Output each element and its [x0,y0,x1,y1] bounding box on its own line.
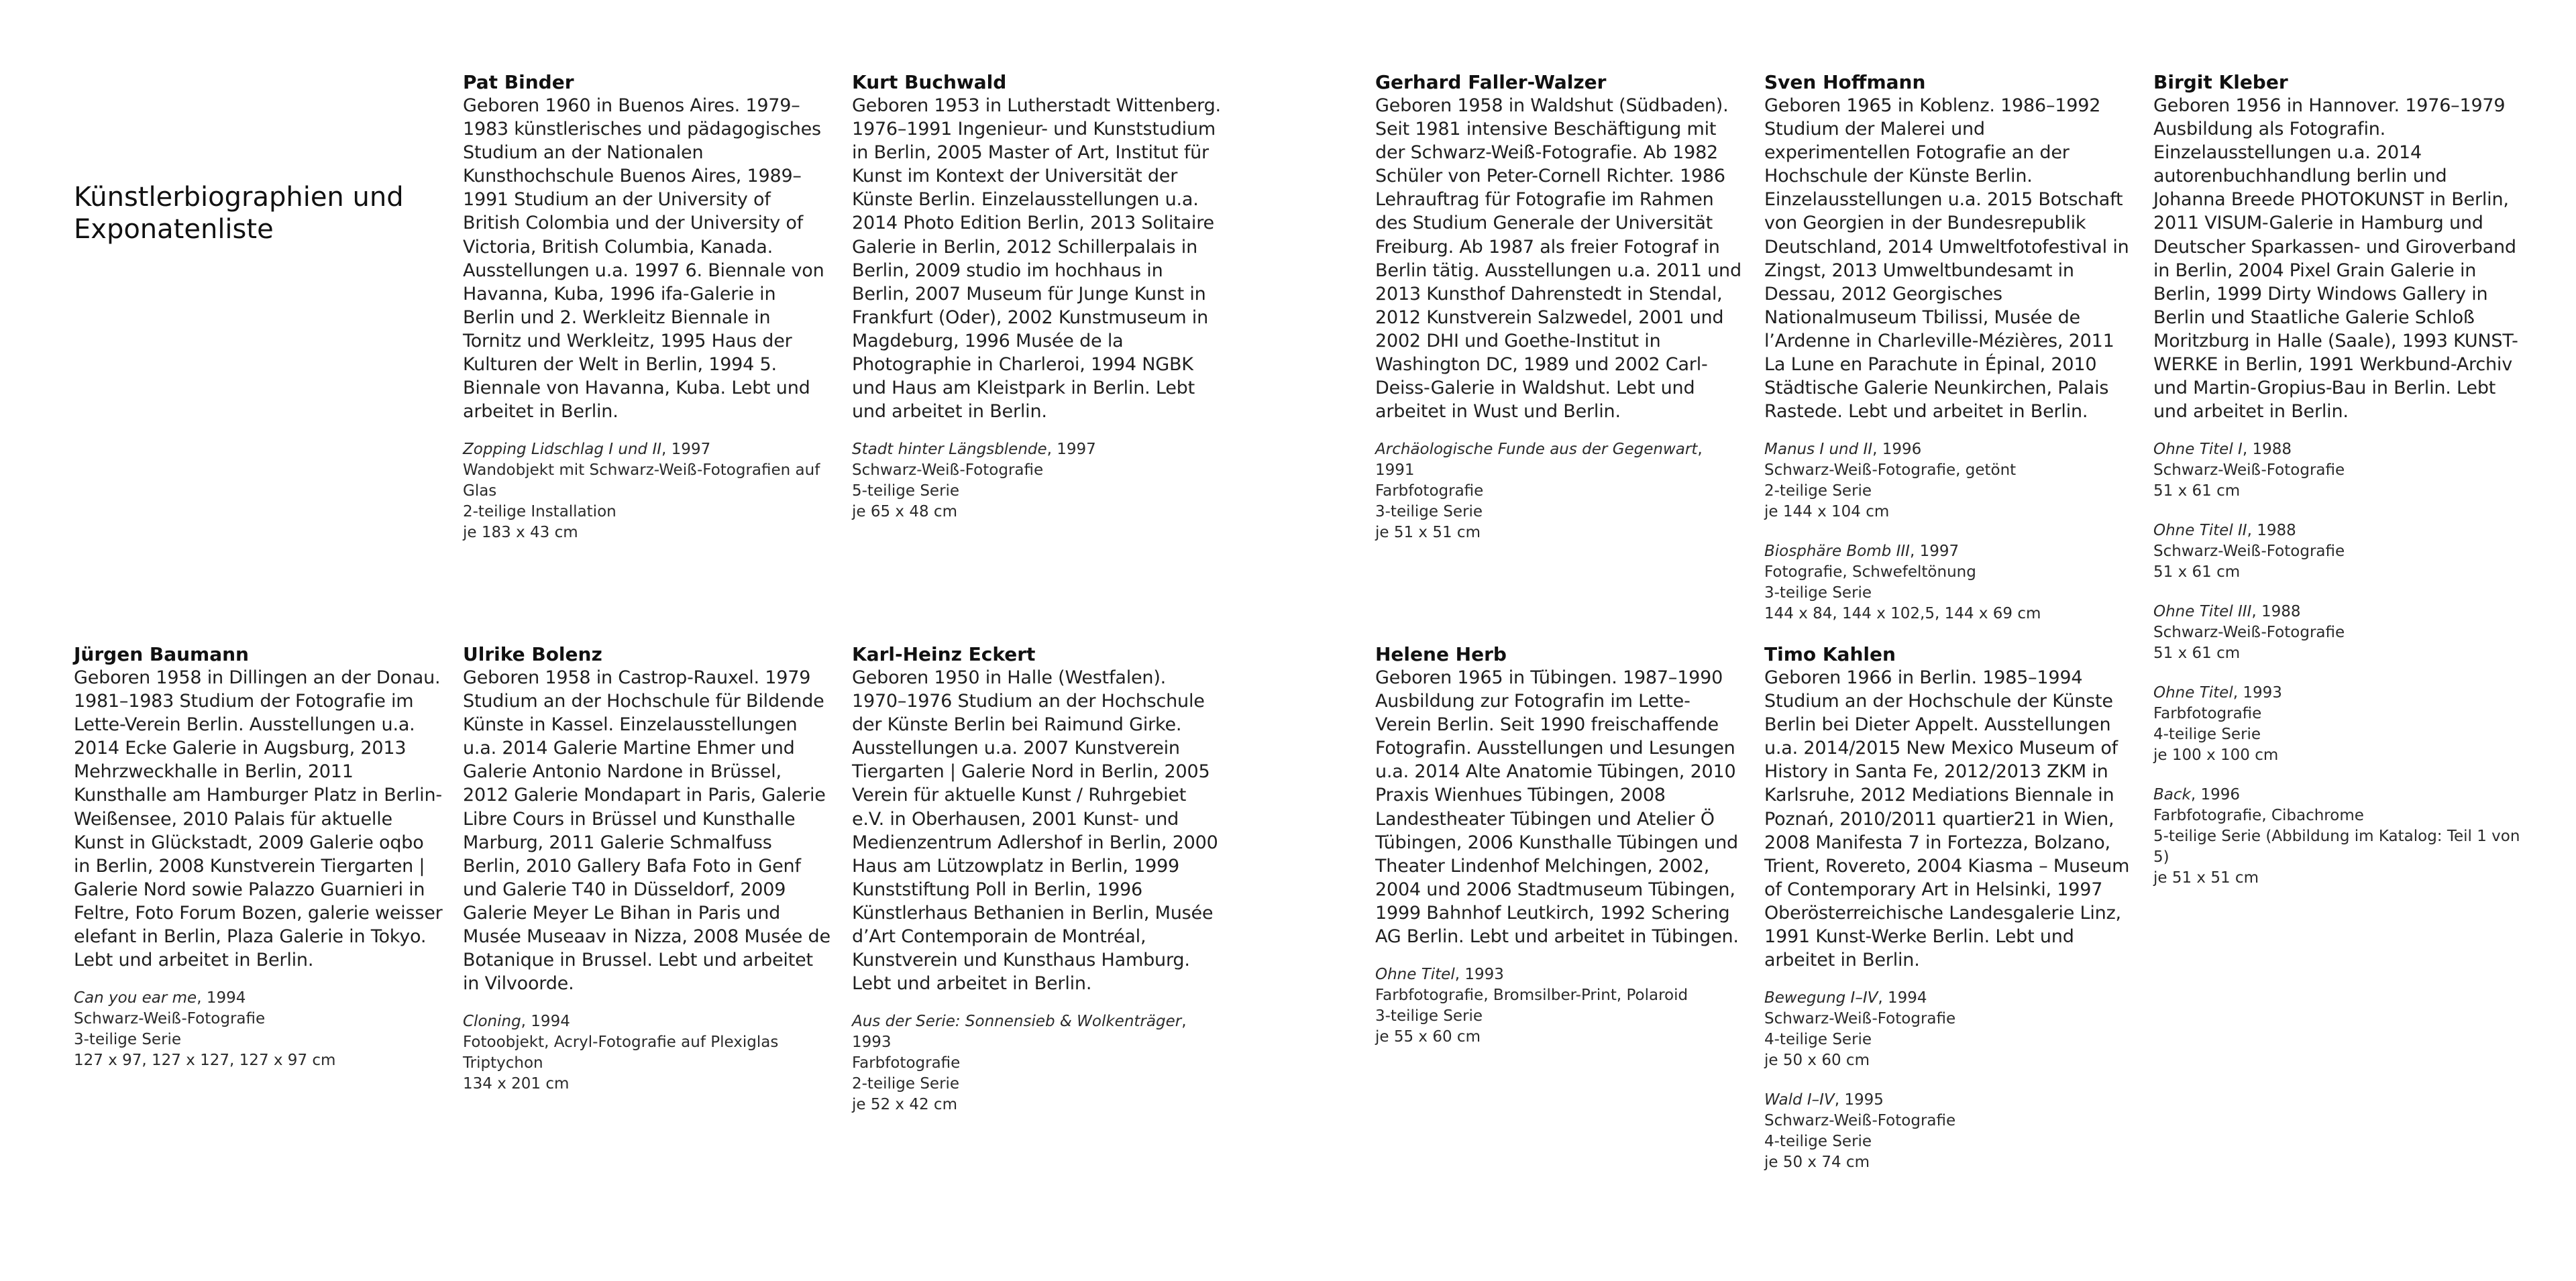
exhibit-list [1375,439,1744,543]
exhibit-title: Ohne Titel III [2153,603,2252,621]
exhibit-detail: Wandobjekt mit Schwarz-Weiß-Fotografien auf Glas [463,461,820,500]
exhibit-title-line [1764,1090,2133,1111]
artist-bio: Geboren 1956 in Hannover. 1976–1979 Ausbildung als Fotografin. Einzelausstellungen u.a. 2014 autorenbuchhandlung berlin und Johanna Breede PHOTOKUNST in Berlin, 2011 VISUM-Galerie in Hamburg und Deutscher Sparkassen- und Giroverband in Berlin, 2004 Pixel Grain Galerie in Berlin, 1999 Dirty Windows Gallery in Berlin und Staatliche Galerie Schloß Moritzburg in Halle (Saale), 1993 KUNST-WERKE in Berlin, 1991 Werkbund-Archiv und Martin-Gropius-Bau in Berlin. Lebt und arbeitet in Berlin. [2153,95,2518,423]
exhibit-year: , 1994 [521,1013,570,1030]
exhibit-title: Biosphäre Bomb III [1764,543,1910,561]
exhibit-item [1375,439,1744,543]
exhibit-year: , 1991 [1375,441,1703,479]
exhibit-detail: Fotografie, Schwefeltönung [1764,563,1976,581]
artist-bio: Geboren 1966 in Berlin. 1985–1994 Studium an der Hochschule der Künste Berlin bei Dieter Appelt. Ausstellungen u.a. 2014/2015 New Mexico Museum of History in Santa Fe, 2012/2013 ZKM in Karlsruhe, 2012 Mediations Biennale in Poznań, 2010/2011 quartier21 in Wien, 2008 Manifesta 7 in Fortezza, Bolzano, Trient, Rovereto, 2004 Kiasma – Museum of Contemporary Art in Helsinki, 1997 Oberösterreichische Landesgalerie Linz, 1991 Kunst-Werke Berlin. Lebt und arbeitet in Berlin. [1764,667,2130,971]
exhibit-item [2153,602,2522,664]
exhibit-item [1764,541,2133,624]
exhibit-detail: je 51 x 51 cm [2153,869,2259,887]
artist-bio: Geboren 1953 in Lutherstadt Wittenberg. 1976–1991 Ingenieur- und Kunststudium in Berlin, 2005 Master of Art, Institut für Kunst im Kontext der Universität der Künste Berlin. Einzelausstellungen u.a. 2014 Photo Edition Berlin, 2013 Solitaire Galerie in Berlin, 2012 Schillerpalais in Berlin, 2009 studio im hochhaus in Berlin, 2007 Museum für Junge Kunst in Frankfurt (Oder), 2002 Kunstmuseum in Magdeburg, 1996 Musée de la Photographie in Charleroi, 1994 NGBK und Haus am Kleistpark in Berlin. Lebt und arbeitet in Berlin. [852,95,1221,423]
artist-name: Sven Hoffmann [1764,71,1926,93]
exhibit-year: , 1988 [2247,522,2296,539]
artist-entry [463,643,832,1113]
exhibit-title-line [1375,439,1744,481]
exhibit-year: , 1988 [2251,603,2300,620]
exhibit-detail: 51 x 61 cm [2153,645,2241,663]
exhibit-title-line [1764,988,2133,1009]
page-title: Künstlerbiographien und Exponatenliste [74,182,404,245]
exhibit-list [2153,439,2522,889]
exhibit-detail: je 51 x 51 cm [1375,524,1481,542]
exhibit-detail: Schwarz-Weiß-Fotografie [1764,1112,1956,1130]
exhibit-detail: 5-teilige Serie [852,482,960,500]
exhibit-detail: 144 x 84, 144 x 102,5, 144 x 69 cm [1764,605,2041,623]
exhibit-detail: Schwarz-Weiß-Fotografie [2153,543,2345,561]
exhibit-title: Stadt hinter Längsblende [852,441,1047,459]
exhibit-detail: 4-teilige Serie [1764,1133,1872,1151]
exhibit-year: , 1997 [1910,543,1959,560]
exhibit-year: , 1994 [1878,989,1927,1007]
exhibit-item [2153,683,2522,766]
exhibit-list [852,1011,1221,1115]
artist-name: Helene Herb [1375,643,1507,665]
exhibit-detail: Schwarz-Weiß-Fotografie [1764,1010,1956,1028]
exhibit-title-line [1764,541,2133,562]
exhibit-detail: 51 x 61 cm [2153,482,2241,500]
exhibit-detail: je 50 x 74 cm [1764,1154,1870,1172]
exhibit-detail: 5-teilige Serie (Abbildung im Katalog: Teil 1 von 5) [2153,828,2520,867]
artist-entry [1375,70,1744,562]
artist-name: Ulrike Bolenz [463,643,602,665]
artist-entry [852,643,1221,1134]
exhibit-item [1764,439,2133,522]
exhibit-detail: Farbfotografie [2153,705,2262,723]
exhibit-list [852,439,1221,522]
artist-bio: Geboren 1958 in Waldshut (Südbaden). Seit 1981 intensive Beschäftigung mit der Schwarz-Weiß-Fotografie. Ab 1982 Schüler von Peter-Cornell Richter. 1986 Lehrauftrag für Fotografie im Rahmen des Studium Generale der Universität Freiburg. Ab 1987 als freier Fotograf in Berlin tätig. Ausstellungen u.a. 2011 und 2013 Kunsthof Dahrenstedt in Stendal, 2012 Kunstverein Salzwedel, 2001 und 2002 DHI und Goethe-Institut in Washington DC, 1989 und 2002 Carl-Deiss-Galerie in Waldshut. Lebt und arbeitet in Wust und Berlin. [1375,95,1741,423]
exhibit-title: Ohne Titel [2153,684,2233,702]
exhibit-item [2153,520,2522,583]
exhibit-item [1764,1090,2133,1173]
exhibit-item [2153,439,2522,502]
exhibit-title: Ohne Titel [1375,966,1455,984]
exhibit-item [2153,785,2522,889]
exhibit-detail: Fotoobjekt, Acryl-Fotografie auf Plexiglas [463,1034,779,1052]
exhibit-list [1375,964,1744,1048]
exhibit-year: , 1993 [852,1013,1187,1051]
exhibit-year: , 1996 [2191,786,2240,803]
exhibit-title: Wald I–IV [1764,1091,1835,1109]
exhibit-detail: 2-teilige Serie [1764,482,1872,500]
exhibit-item [1764,988,2133,1071]
exhibit-detail: 2-teilige Installation [463,503,616,521]
artist-entry [1375,643,1744,1066]
exhibit-detail: 3-teilige Serie [1375,1007,1483,1025]
exhibit-year: , 1996 [1872,441,1921,458]
exhibit-title: Can you ear me [74,989,197,1007]
exhibit-title-line [852,439,1221,460]
artist-entry [1764,70,2133,643]
exhibit-list [463,439,832,543]
exhibit-list [1764,439,2133,624]
artist-bio: Geboren 1965 in Tübingen. 1987–1990 Ausbildung zur Fotografin im Lette-Verein Berlin. Seit 1990 freischaffende Fotografin. Ausstellungen und Lesungen u.a. 2014 Alte Anatomie Tübingen, 2010 Praxis Wienhues Tübingen, 2008 Landestheater Tübingen und Atelier Ö Tübingen, 2006 Kunsthalle Tübingen und Theater Lindenhof Melchingen, 2002, 2004 und 2006 Stadtmuseum Tübingen, 1999 Bahnhof Leutkirch, 1992 Schering AG Berlin. Lebt und arbeitet in Tübingen. [1375,667,1739,948]
artist-entry [1764,643,2133,1192]
exhibit-title-line [2153,785,2522,805]
exhibit-detail: 2-teilige Serie [852,1075,960,1093]
artist-entry [74,643,443,1090]
exhibit-year: , 1997 [1047,441,1096,458]
artist-bio: Geboren 1958 in Dillingen an der Donau. 1981–1983 Studium der Fotografie im Lette-Verein Berlin. Ausstellungen u.a. 2014 Ecke Galerie in Augsburg, 2013 Mehrzweckhalle in Berlin, 2011 Kunsthalle am Hamburger Platz in Berlin-Weißensee, 2010 Palais für aktuelle Kunst in Glückstadt, 2009 Galerie oqbo in Berlin, 2008 Kunstverein Tiergarten | Galerie Nord sowie Palazzo Guarnieri in Feltre, Foto Forum Bozen, galerie weisser elefant in Berlin, Plaza Galerie in Tokyo. Lebt und arbeitet in Berlin. [74,667,443,971]
artist-name: Kurt Buchwald [852,71,1007,93]
exhibit-detail: 134 x 201 cm [463,1075,570,1093]
exhibit-title-line [2153,520,2522,541]
artist-name: Pat Binder [463,71,574,93]
exhibit-title-line [1375,964,1744,985]
exhibit-list [1764,988,2133,1173]
artist-name: Karl-Heinz Eckert [852,643,1036,665]
artist-bio: Geboren 1960 in Buenos Aires. 1979–1983 künstlerisches und pädagogisches Studium an der Nationalen Kunsthochschule Buenos Aires, 1989–1991 Studium an der University of British Colombia und der University of Victoria, British Columbia, Kanada. Ausstellungen u.a. 1997 6. Biennale von Havanna, Kuba, 1996 ifa-Galerie in Berlin und 2. Werkleitz Biennale in Tornitz und Werkleitz, 1995 Haus der Kulturen der Welt in Berlin, 1994 5. Biennale von Havanna, Kuba. Lebt und arbeitet in Berlin. [463,95,824,423]
exhibit-item [463,1011,832,1095]
artist-entry [2153,70,2522,907]
exhibit-title-line [463,1011,832,1032]
exhibit-detail: 4-teilige Serie [1764,1031,1872,1049]
exhibit-title: Bewegung I–IV [1764,989,1878,1007]
exhibit-item [852,439,1221,522]
exhibit-title: Manus I und II [1764,441,1873,459]
exhibit-detail: Farbfotografie, Bromsilber-Print, Polaroid [1375,987,1688,1005]
exhibit-detail: je 55 x 60 cm [1375,1028,1481,1046]
exhibit-detail: 51 x 61 cm [2153,563,2241,581]
exhibit-title: Aus der Serie: Sonnensieb & Wolkenträger [852,1013,1182,1031]
artist-bio: Geboren 1965 in Koblenz. 1986–1992 Studium der Malerei und experimentellen Fotografie an der Hochschule der Künste Berlin. Einzelausstellungen u.a. 2015 Botschaft von Georgien in der Bundesrepublik Deutschland, 2014 Umweltfotofestival in Zingst, 2013 Umweltbundesamt in Dessau, 2012 Georgisches Nationalmuseum Tbilissi, Musée de l’Ardenne in Charleville-Mézières, 2011 La Lune en Parachute in Épinal, 2010 Städtische Galerie Neunkirchen, Palais Rastede. Lebt und arbeitet in Berlin. [1764,95,2129,423]
exhibit-detail: Farbfotografie [1375,482,1484,500]
exhibit-detail: je 65 x 48 cm [852,503,957,521]
artist-bio: Geboren 1958 in Castrop-Rauxel. 1979 Studium an der Hochschule für Bildende Künste in Kassel. Einzelausstellungen u.a. 2014 Galerie Martine Ehmer und Galerie Antonio Nardone in Brüssel, 2012 Galerie Mondapart in Paris, Galerie Libre Cours in Brüssel und Kunsthalle Marburg, 2011 Galerie Schmalfuss Berlin, 2010 Gallery Bafa Foto in Genf und Galerie T40 in Düsseldorf, 2009 Galerie Meyer Le Bihan in Paris und Musée Museaav in Nizza, 2008 Musée de Botanique in Brussel. Lebt und arbeitet in Vilvoorde. [463,667,830,995]
exhibit-detail: Triptychon [463,1054,543,1072]
exhibit-year: , 1988 [2243,441,2292,458]
artist-name: Timo Kahlen [1764,643,1896,665]
exhibit-detail: 3-teilige Serie [1764,584,1872,602]
exhibit-title-line [852,1011,1221,1053]
exhibit-detail: Farbfotografie, Cibachrome [2153,807,2364,825]
exhibit-list [463,1011,832,1095]
exhibit-year: , 1997 [661,441,710,458]
exhibit-title-line [463,439,832,460]
exhibit-title-line [74,988,443,1009]
exhibit-detail: 127 x 97, 127 x 127, 127 x 97 cm [74,1052,336,1070]
exhibit-detail: je 144 x 104 cm [1764,503,1890,521]
exhibit-detail: je 52 x 42 cm [852,1096,957,1114]
exhibit-year: , 1993 [1455,966,1504,983]
exhibit-detail: Farbfotografie [852,1054,961,1072]
exhibit-item [463,439,832,543]
artist-entry [463,70,832,562]
exhibit-title: Zopping Lidschlag I und II [463,441,662,459]
exhibit-year: , 1995 [1835,1091,1884,1109]
exhibit-title-line [1764,439,2133,460]
exhibit-detail: Schwarz-Weiß-Fotografie [852,461,1044,480]
artist-name: Gerhard Faller-Walzer [1375,71,1607,93]
exhibit-title: Back [2153,786,2191,804]
exhibit-title: Ohne Titel II [2153,522,2247,540]
exhibit-detail: je 183 x 43 cm [463,524,578,542]
exhibit-detail: 3-teilige Serie [1375,503,1483,521]
exhibit-detail: je 50 x 60 cm [1764,1052,1870,1070]
exhibit-detail: Schwarz-Weiß-Fotografie [2153,624,2345,642]
artist-entry [852,70,1221,541]
exhibit-title-line [2153,683,2522,704]
exhibit-item [852,1011,1221,1115]
exhibit-detail: Schwarz-Weiß-Fotografie, getönt [1764,461,2017,480]
exhibit-list [74,988,443,1071]
exhibit-item [1375,964,1744,1048]
artist-name: Birgit Kleber [2153,71,2288,93]
exhibit-detail: 4-teilige Serie [2153,726,2261,744]
exhibit-title: Archäologische Funde aus der Gegenwart [1375,441,1698,459]
exhibit-title-line [2153,602,2522,622]
artist-bio: Geboren 1950 in Halle (Westfalen). 1970–1976 Studium an der Hochschule der Künste Berlin bei Raimund Girke. Ausstellungen u.a. 2007 Kunstverein Tiergarten | Galerie Nord in Berlin, 2005 Verein für aktuelle Kunst / Ruhrgebiet e.V. in Oberhausen, 2001 Kunst- und Medienzentrum Adlershof in Berlin, 2000 Haus am Lützowplatz in Berlin, 1999 Kunststiftung Poll in Berlin, 1996 Künstlerhaus Bethanien in Berlin, Musée d’Art Contemporain de Montréal, Kunstverein und Kunsthaus Hamburg. Lebt und arbeitet in Berlin. [852,667,1218,995]
exhibit-title: Cloning [463,1013,521,1031]
exhibit-detail: je 100 x 100 cm [2153,746,2279,765]
exhibit-detail: Schwarz-Weiß-Fotografie [74,1010,266,1028]
exhibit-detail: 3-teilige Serie [74,1031,182,1049]
exhibit-title-line [2153,439,2522,460]
exhibit-title: Ohne Titel I [2153,441,2243,459]
exhibit-year: , 1994 [197,989,246,1007]
exhibit-item [74,988,443,1071]
exhibit-detail: Schwarz-Weiß-Fotografie [2153,461,2345,480]
exhibit-year: , 1993 [2233,684,2282,702]
artist-name: Jürgen Baumann [74,643,249,665]
